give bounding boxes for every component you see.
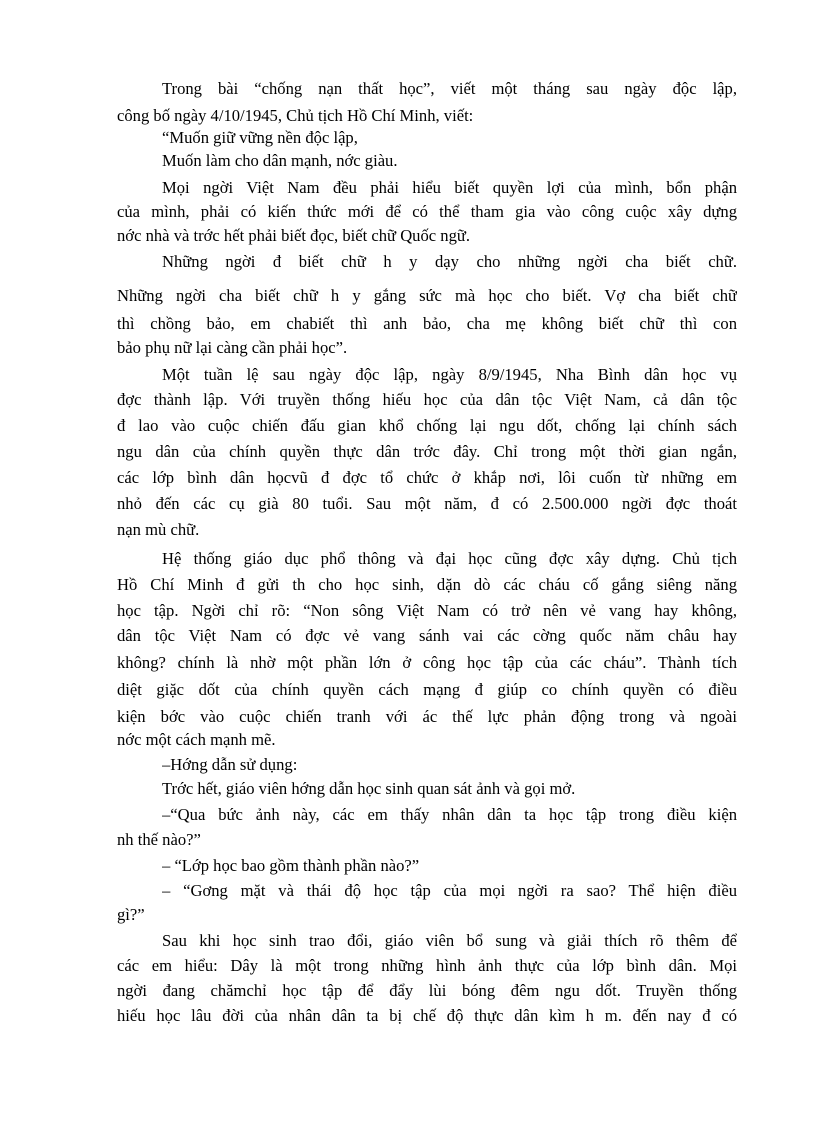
text-line: của mình, phải có kiến thức mới để có thể tham gia vào công cuộc xây dựng <box>117 202 737 221</box>
text-line: kiện bớc vào cuộc chiến tranh với ác thế lực phản động trong và ngoài <box>117 707 737 726</box>
text-line: “Muốn giữ vững nền độc lập, <box>162 128 358 147</box>
text-line: Trớc hết, giáo viên hớng dẫn học sinh quan sát ảnh và gọi mở. <box>162 779 576 798</box>
text-line: nớc nhà và trớc hết phải biết đọc, biết chữ Quốc ngữ. <box>117 226 471 245</box>
text-line: nhỏ đến các cụ già 80 tuổi. Sau một năm, đ có 2.500.000 ngời đợc thoát <box>117 494 737 513</box>
text-line: đợc thành lập. Với truyền thống hiếu học của dân tộc Việt Nam, cả dân tộc <box>117 390 737 409</box>
text-line: hiếu học lâu đời của nhân dân ta bị chế độ thực dân kìm h m. đến nay đ có <box>117 1006 737 1025</box>
text-line: Một tuần lệ sau ngày độc lập, ngày 8/9/1945, Nha Bình dân học vụ <box>162 365 737 384</box>
text-line: thì chồng bảo, em chabiết thì anh bảo, cha mẹ không biết chữ thì con <box>117 314 737 333</box>
text-line: – “Lớp học bao gồm thành phần nào?” <box>162 856 420 875</box>
text-line: –Hớng dẫn sử dụng: <box>162 755 298 774</box>
text-line: nớc một cách mạnh mẽ. <box>117 730 276 749</box>
text-line: nạn mù chữ. <box>117 520 200 539</box>
text-line: nh thế nào?” <box>117 830 201 849</box>
text-line: – “Gơng mặt và thái độ học tập của mọi ngời ra sao? Thể hiện điều <box>162 881 737 900</box>
text-line: Những ngời đ biết chữ h y dạy cho những ngời cha biết chữ. <box>162 252 737 271</box>
text-line: diệt giặc dốt của chính quyền cách mạng đ giúp co chính quyền có điều <box>117 680 737 699</box>
text-line: không? chính là nhờ một phần lớn ở công học tập của các cháu”. Thành tích <box>117 653 737 672</box>
text-line: học tập. Ngời chỉ rõ: “Non sông Việt Nam có trở nên vẻ vang hay không, <box>117 601 737 620</box>
text-line: –“Qua bức ảnh này, các em thấy nhân dân ta học tập trong điều kiện <box>162 805 737 824</box>
text-line: các em hiểu: Dây là một trong những hình ảnh thực của lớp bình dân. Mọi <box>117 956 737 975</box>
text-line: Những ngời cha biết chữ h y gắng sức mà học cho biết. Vợ cha biết chữ <box>117 286 737 305</box>
text-line: Sau khi học sinh trao đổi, giáo viên bổ sung và giải thích rõ thêm để <box>162 931 737 950</box>
text-line: Hồ Chí Minh đ gửi th cho học sinh, dặn dò các cháu cố gắng siêng năng <box>117 575 737 594</box>
text-line: Muốn làm cho dân mạnh, nớc giàu. <box>162 151 398 170</box>
text-line: Trong bài “chống nạn thất học”, viết một tháng sau ngày độc lập, <box>162 79 737 98</box>
text-line: các lớp bình dân họcvũ đ đợc tổ chức ở khắp nơi, lôi cuốn từ những em <box>117 468 737 487</box>
text-line: dân tộc Việt Nam có đợc vẻ vang sánh vai các cờng quốc năm châu hay <box>117 626 737 645</box>
text-line: đ lao vào cuộc chiến đấu gian khổ chống lại ngu dốt, chống lại chính sách <box>117 416 737 435</box>
text-line: Hệ thống giáo dục phổ thông và đại học cũng đợc xây dựng. Chủ tịch <box>162 549 737 568</box>
text-line: Mọi ngời Việt Nam đều phải hiểu biết quyền lợi của mình, bổn phận <box>162 178 737 197</box>
text-line: công bố ngày 4/10/1945, Chủ tịch Hồ Chí Minh, viết: <box>117 106 474 125</box>
text-line: gì?” <box>117 905 145 924</box>
text-line: ngời đang chămchỉ học tập để đẩy lùi bóng đêm ngu dốt. Truyền thống <box>117 981 737 1000</box>
text-line: bảo phụ nữ lại càng cần phải học”. <box>117 338 348 357</box>
text-line: ngu dân của chính quyền thực dân trớc đây. Chỉ trong một thời gian ngắn, <box>117 442 737 461</box>
